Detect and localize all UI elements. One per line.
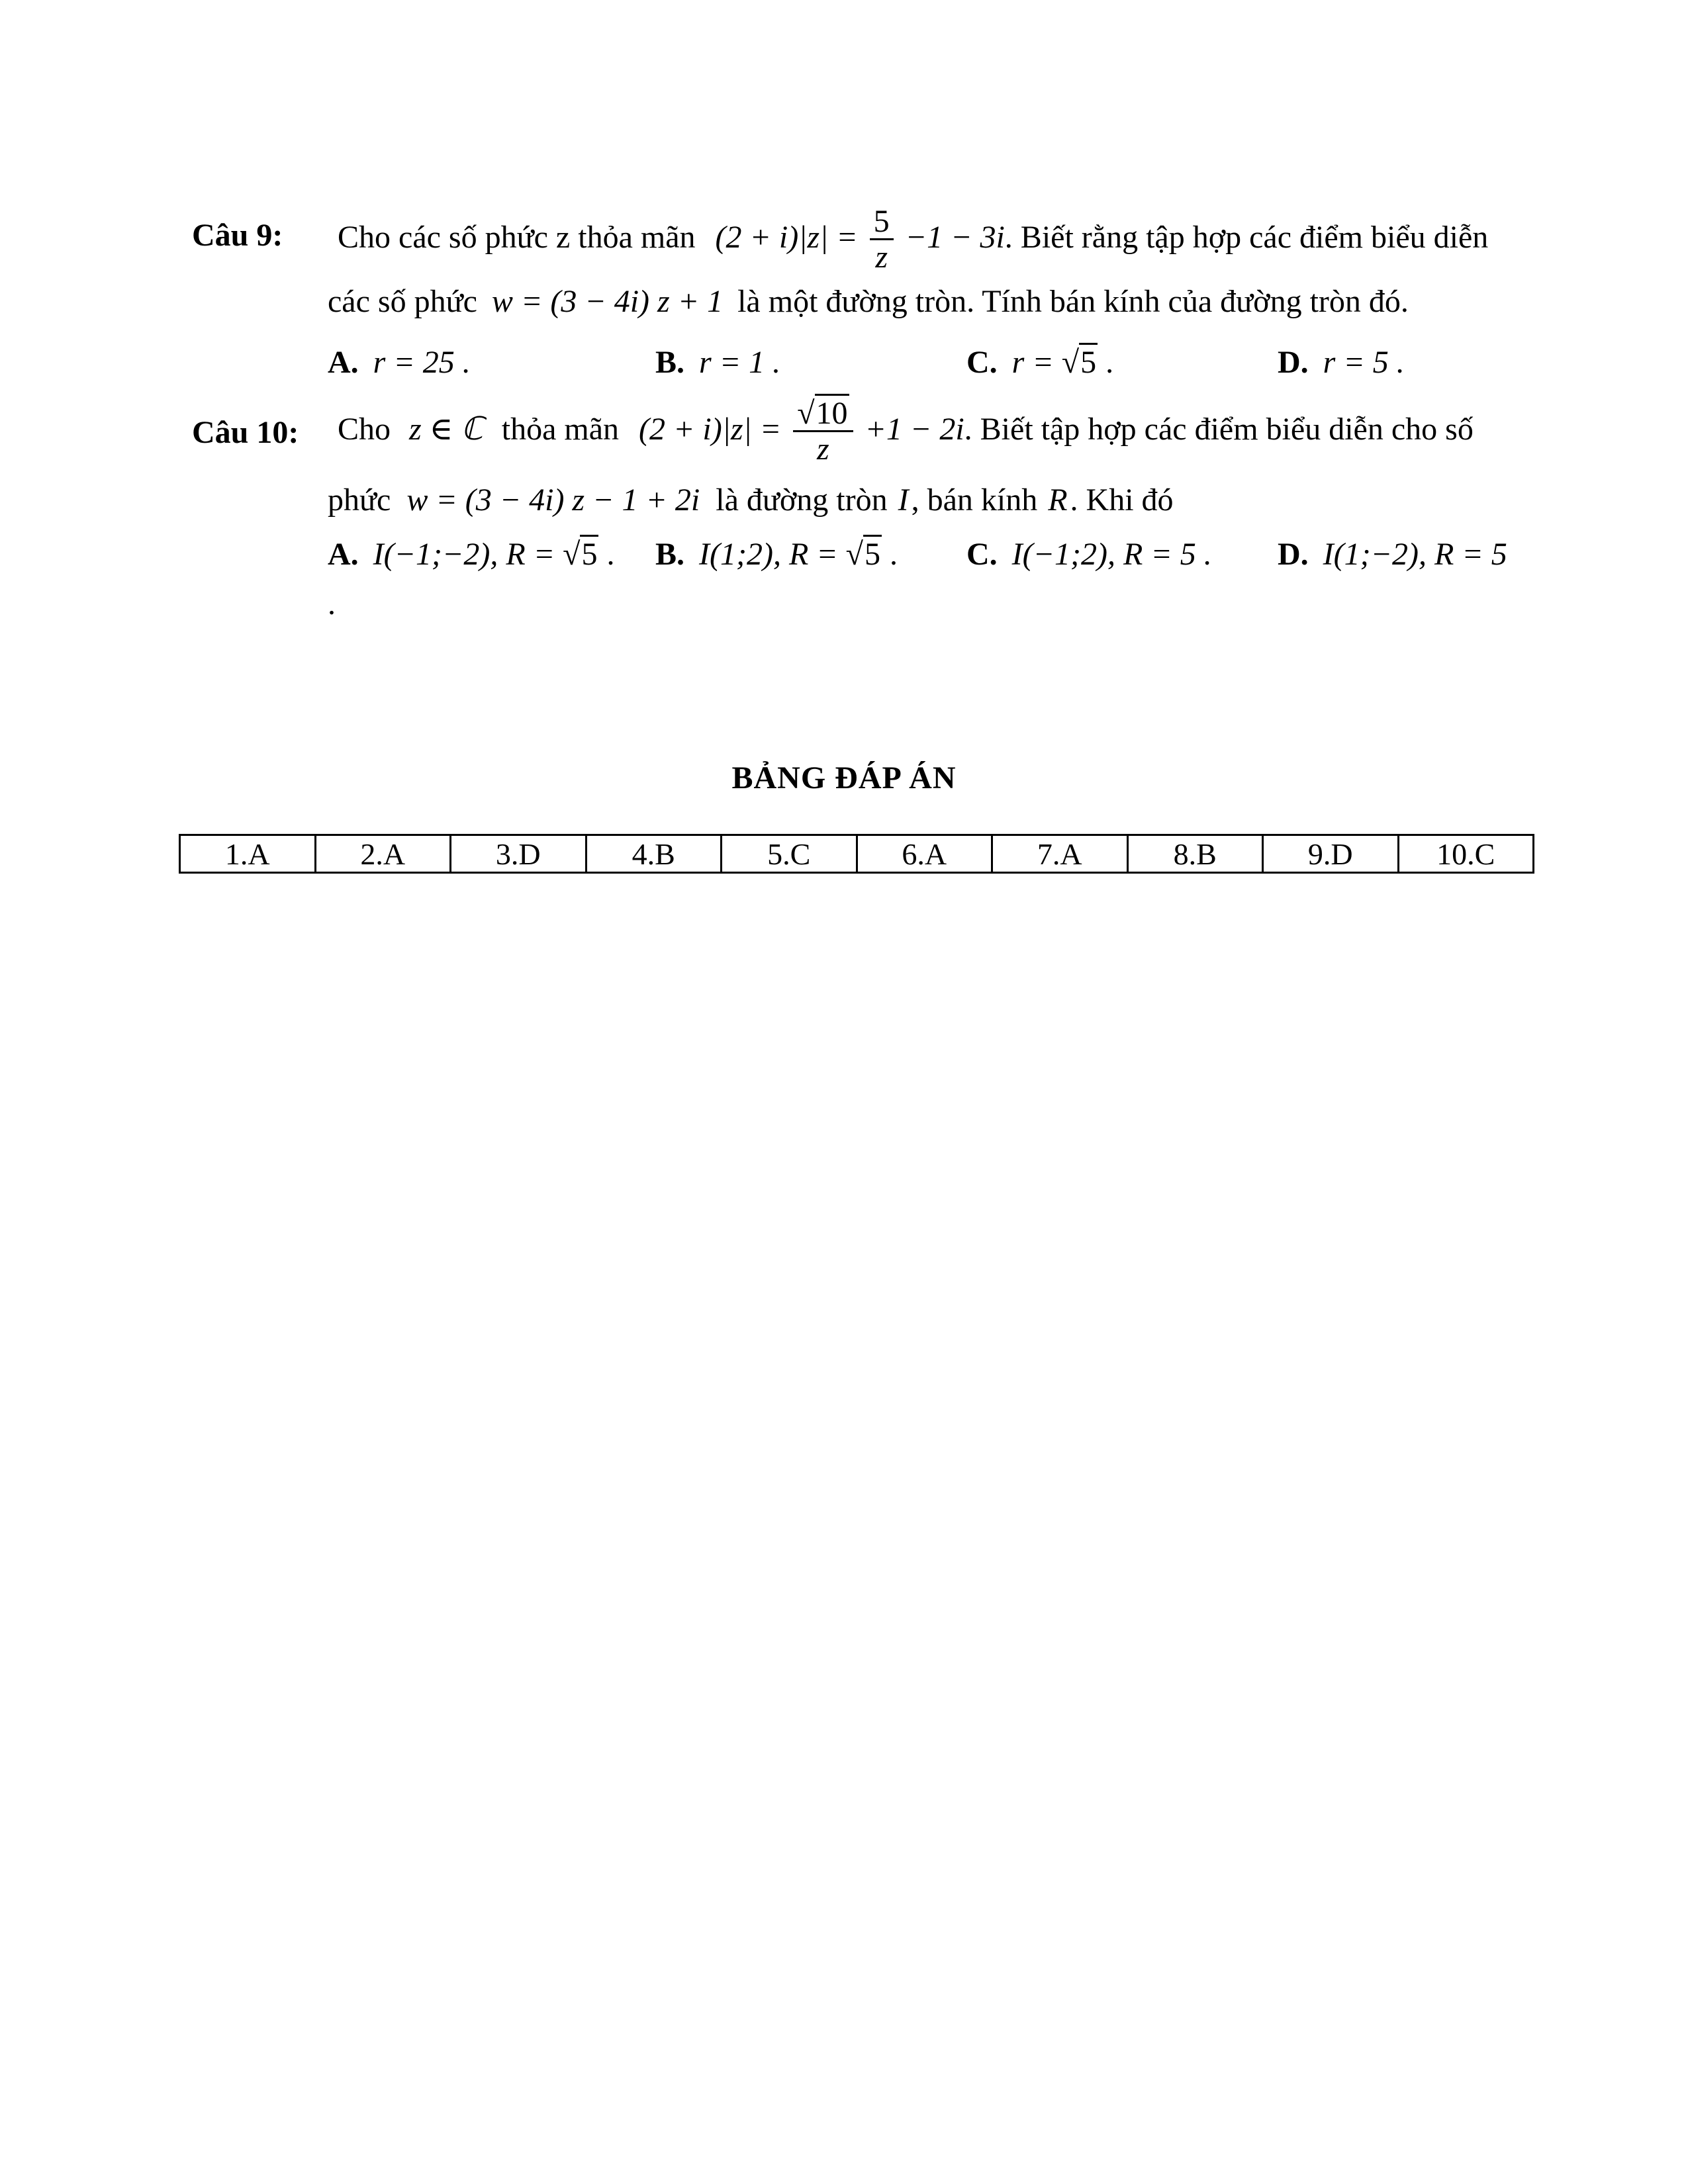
question-10-line-2: phức w = (3 − 4i) z − 1 + 2i là đường tròn I, bán kính R. Khi đó bbox=[328, 482, 1174, 518]
question-9-label: Câu 9: bbox=[192, 218, 283, 253]
sqrt-symbol: √10 bbox=[797, 397, 849, 430]
answer-table-title: BẢNG ĐÁP ÁN bbox=[731, 760, 957, 796]
q10-trailing-dot: . bbox=[328, 586, 336, 621]
q9-w-expression: w = (3 − 4i) z + 1 bbox=[491, 284, 724, 319]
answer-cell: 5.C bbox=[722, 835, 857, 873]
q10-option-b[interactable]: B. I(1;2), R = √5 . bbox=[655, 536, 898, 572]
question-10-label: Câu 10: bbox=[192, 415, 299, 450]
answer-cell: 10.C bbox=[1398, 835, 1534, 873]
answer-cell: 2.A bbox=[315, 835, 451, 873]
answer-cell: 1.A bbox=[180, 835, 316, 873]
sqrt-symbol: √5 bbox=[563, 536, 598, 572]
q10-option-c[interactable]: C. I(−1;2), R = 5 . bbox=[966, 537, 1212, 572]
q9-equation-lhs: (2 + i)|z| = bbox=[715, 220, 858, 255]
table-row bbox=[180, 835, 1534, 873]
q10-fraction: $\frac{√10}{z}$ bbox=[793, 397, 853, 467]
q10-equation-rhs: +1 − 2i bbox=[865, 412, 964, 447]
answer-cell: 4.B bbox=[586, 835, 722, 873]
answer-cell: 3.D bbox=[451, 835, 586, 873]
q9-option-b[interactable]: B. r = 1 . bbox=[655, 345, 781, 380]
answer-table bbox=[179, 834, 1534, 874]
sqrt-symbol: √5 bbox=[846, 536, 882, 572]
q9-option-d[interactable]: D. r = 5 . bbox=[1278, 345, 1405, 380]
answer-cell: 7.A bbox=[992, 835, 1128, 873]
answer-cell: 9.D bbox=[1263, 835, 1399, 873]
question-9-line-1: Cho các số phức z thỏa mãn (2 + i)|z| = $\frac{5}{z}$ −1 − 3i. Biết rằng tập hợp các điểm biểu diễn bbox=[338, 204, 1489, 275]
q10-w-expression: w = (3 − 4i) z − 1 + 2i bbox=[406, 482, 700, 518]
q10-equation-lhs: (2 + i)|z| = bbox=[639, 412, 782, 447]
question-9-line-2: các số phức w = (3 − 4i) z + 1 là một đường tròn. Tính bán kính của đường tròn đó. bbox=[328, 284, 1409, 319]
question-10-line-1: Cho z ∈ ℂ thỏa mãn (2 + i)|z| = $\frac{√10}{z}$ +1 − 2i. Biết tập hợp các điểm biểu diễn cho số bbox=[338, 397, 1474, 467]
answer-cell: 6.A bbox=[857, 835, 992, 873]
q9-option-c[interactable]: C. r = √5 . bbox=[966, 344, 1113, 381]
answer-cell: 8.B bbox=[1127, 835, 1263, 873]
q9-equation-rhs: −1 − 3i bbox=[905, 220, 1005, 255]
q10-set-membership: z ∈ ℂ bbox=[409, 412, 483, 447]
q9-option-a[interactable]: A. r = 25 . bbox=[328, 345, 471, 380]
q10-option-d[interactable]: D. I(1;−2), R = 5 bbox=[1278, 537, 1507, 572]
q10-option-a[interactable]: A. I(−1;−2), R = √5 . bbox=[328, 536, 614, 572]
q9-fraction: $\frac{5}{z}$ bbox=[870, 205, 894, 275]
sqrt-symbol: √5 bbox=[1062, 344, 1098, 381]
